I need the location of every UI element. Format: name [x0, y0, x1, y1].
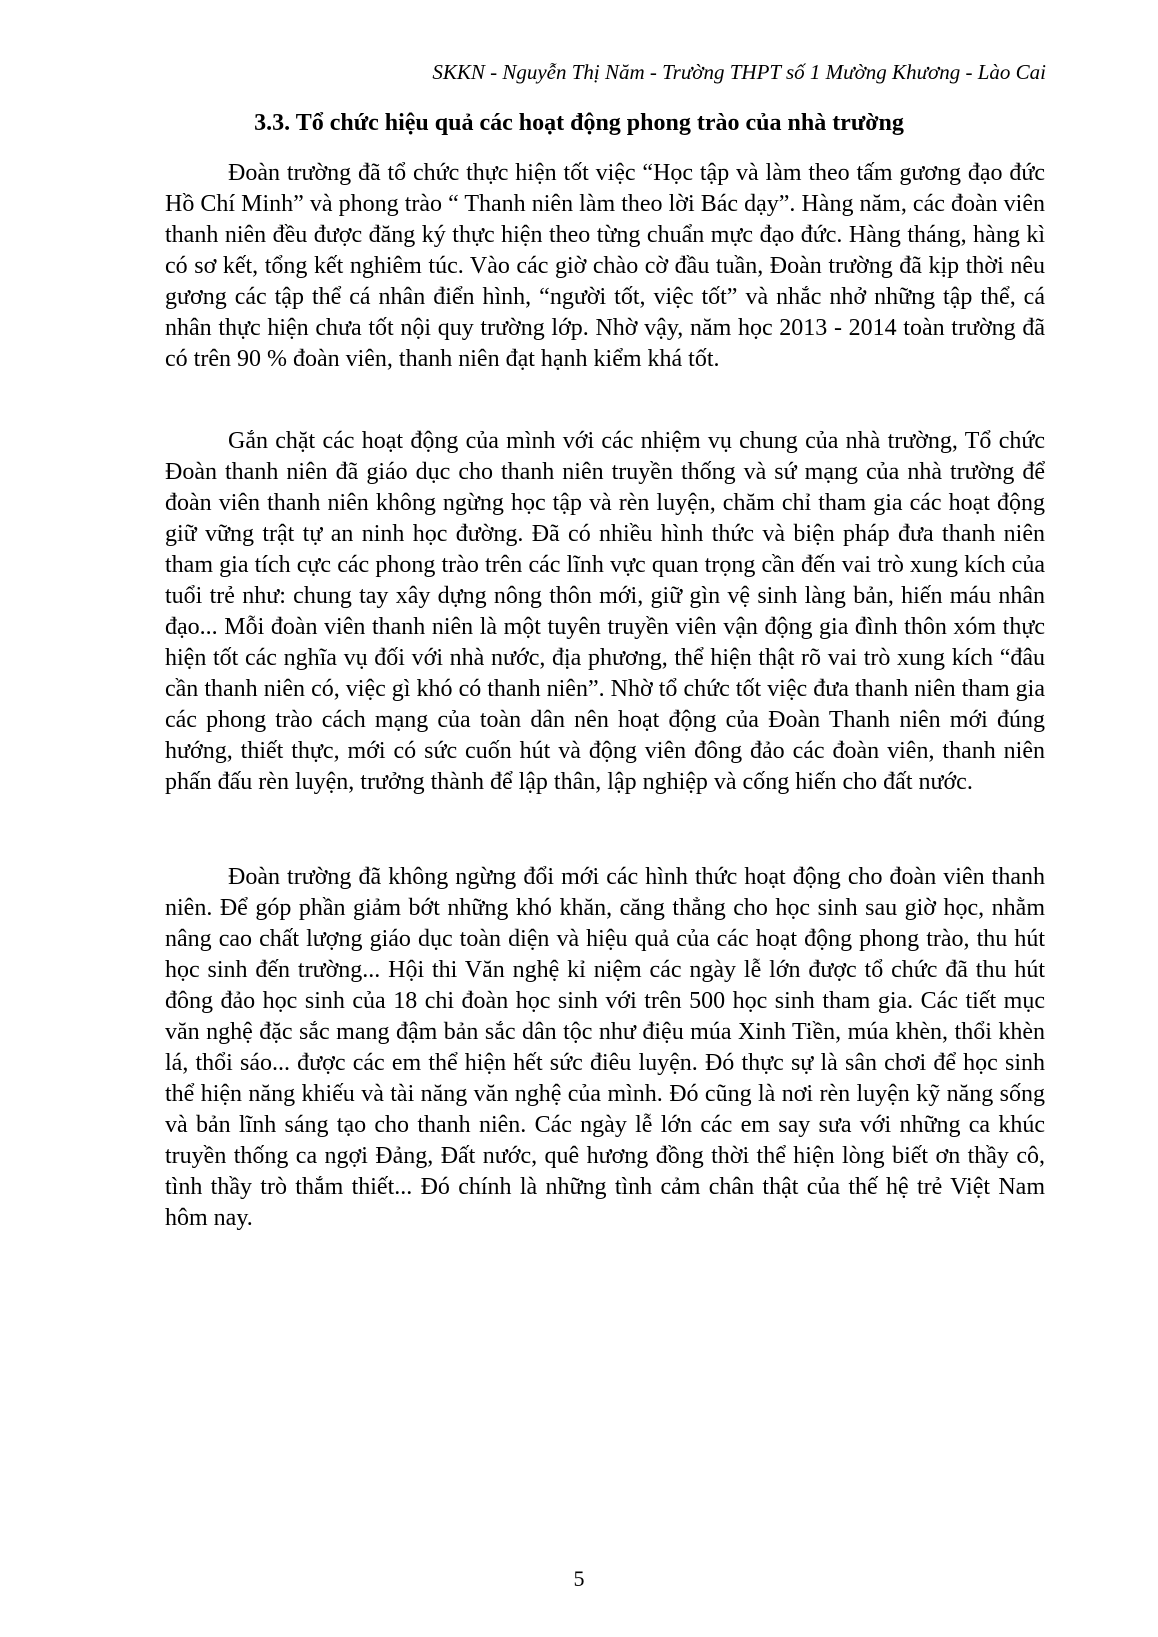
section-title: 3.3. Tổ chức hiệu quả các hoạt động phong trào của nhà trường [254, 110, 904, 136]
paragraph-1: Đoàn trường đã tổ chức thực hiện tốt việc “Học tập và làm theo tấm gương đạo đức Hồ Chí Minh” và phong trào “ Thanh niên làm theo lời Bác dạy”. Hàng năm, các đoàn viên thanh niên đều được đăng ký thực hiện theo từng chuẩn mực đạo đức. Hàng tháng, hàng kì có sơ kết, tổng kết nghiêm túc. Vào các giờ chào cờ đầu tuần, Đoàn trường đã kịp thời nêu gương các tập thể cá nhân điển hình, “người tốt, việc tốt” và nhắc nhở những tập thể, cá nhân thực hiện chưa tốt nội quy trường lớp. Nhờ vậy, năm học 2013 - 2014 toàn trường đã có trên 90 % đoàn viên, thanh niên đạt hạnh kiểm khá tốt. [165, 160, 1045, 372]
paragraph-3: Đoàn trường đã không ngừng đổi mới các hình thức hoạt động cho đoàn viên thanh niên. Để góp phần giảm bớt những khó khăn, căng thẳng cho học sinh sau giờ học, nhằm nâng cao chất lượng giáo dục toàn diện và hiệu quả của các hoạt động phong trào, thu hút học sinh đến trường... Hội thi Văn nghệ kỉ niệm các ngày lễ lớn được tổ chức đã thu hút đông đảo học sinh của 18 chi đoàn học sinh với trên 500 học sinh tham gia. Các tiết mục văn nghệ đặc sắc mang đậm bản sắc dân tộc như điệu múa Xinh Tiền, múa khèn, thổi khèn lá, thổi sáo... được các em thể hiện hết sức điêu luyện. Đó thực sự là sân chơi để học sinh thể hiện năng khiếu và tài năng văn nghệ của mình. Đó cũng là nơi rèn luyện kỹ năng sống và bản lĩnh sáng tạo cho thanh niên. Các ngày lễ lớn các em say sưa với những ca khúc truyền thống ca ngợi Đảng, Đất nước, quê hương đồng thời thể hiện lòng biết ơn thầy cô, tình thầy trò thắm thiết... Đó chính là những tình cảm chân thật của thế hệ trẻ Việt Nam hôm nay. [165, 864, 1045, 1231]
page-number: 5 [573, 1566, 585, 1591]
paragraph-2: Gắn chặt các hoạt động của mình với các nhiệm vụ chung của nhà trường, Tổ chức Đoàn thanh niên đã giáo dục cho thanh niên truyền thống và sứ mạng của nhà trường để đoàn viên thanh niên không ngừng học tập và rèn luyện, chăm chỉ tham gia các hoạt động giữ vững trật tự an ninh học đường. Đã có nhiều hình thức và biện pháp đưa thanh niên tham gia tích cực các phong trào trên các lĩnh vực quan trọng cần đến vai trò xung kích của tuổi trẻ như: chung tay xây dựng nông thôn mới, giữ gìn vệ sinh làng bản, hiến máu nhân đạo... Mỗi đoàn viên thanh niên là một tuyên truyền viên vận động gia đình thôn xóm thực hiện tốt các nghĩa vụ đối với nhà nước, địa phương, thể hiện thật rõ vai trò xung kích “đâu cần thanh niên có, việc gì khó có thanh niên”. Nhờ tổ chức tốt việc đưa thanh niên tham gia các phong trào cách mạng của toàn dân nên hoạt động của Đoàn Thanh niên mới đúng hướng, thiết thực, mới có sức cuốn hút và động viên đông đảo các đoàn viên, thanh niên phấn đấu rèn luyện, trưởng thành để lập thân, lập nghiệp và cống hiến cho đất nước. [165, 428, 1045, 795]
running-header: SKKN - Nguyễn Thị Năm - Trường THPT số 1 Mường Khương - Lào Cai [432, 60, 1046, 84]
